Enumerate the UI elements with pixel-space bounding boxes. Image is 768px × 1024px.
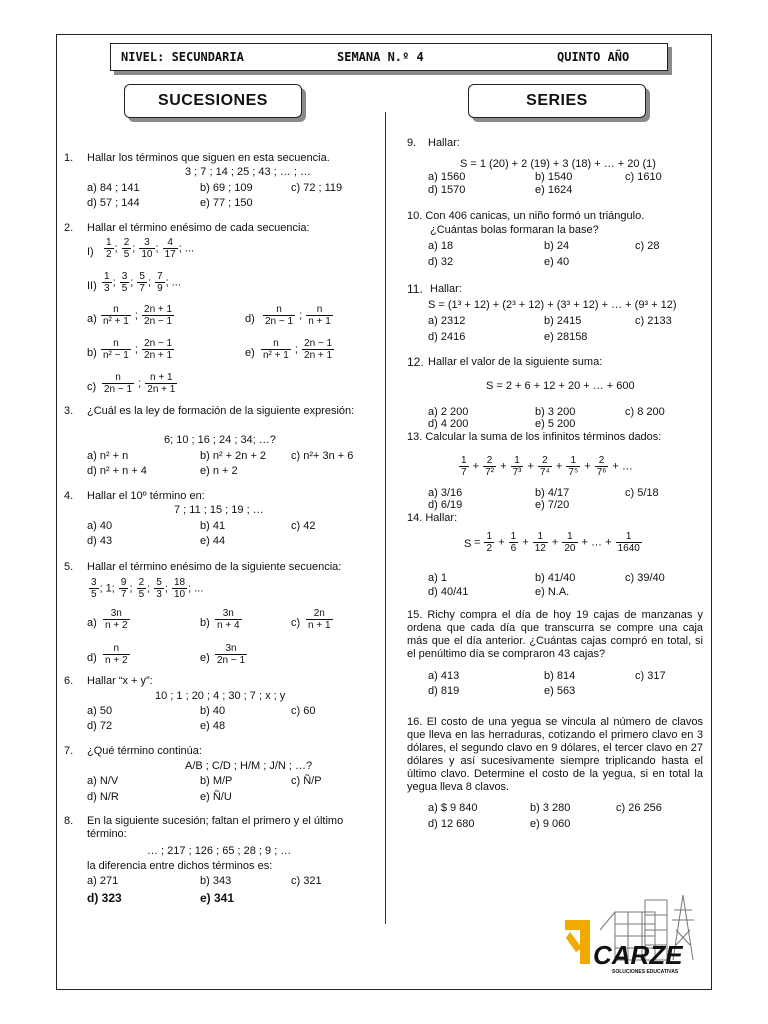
q8-option-c: c) 321 [291, 875, 322, 887]
q1-sequence: 3 ; 7 ; 14 ; 25 ; 43 ; … ; … [185, 166, 311, 178]
q6-option-e: e) 48 [200, 720, 226, 732]
q8-option-b: b) 343 [200, 875, 232, 887]
q10-text-2: ¿Cuántas bolas formaran la base? [430, 224, 599, 236]
q11-option-e: e) 28158 [544, 331, 588, 343]
q15-option-d: d) 819 [428, 685, 460, 697]
q7-sequence: A/B ; C/D ; H/M ; J/N ; …? [185, 760, 313, 772]
q8-option-a: a) 271 [87, 875, 119, 887]
q14-s-symbol: S [464, 538, 472, 550]
q2-label-i: I) [87, 246, 94, 258]
q13-option-a: a) 3/16 [428, 487, 463, 499]
q13-text: 13. Calcular la suma de los infinitos términos dados: [407, 431, 662, 443]
q7-option-b: b) M/P [200, 775, 233, 787]
q9-number: 9. [407, 137, 417, 149]
q8-text: En la siguiente sucesión; faltan el primero y el último término: [87, 815, 344, 840]
q2-option-e-expr: $\frac{n}{\text{n² + 1}}$ ; $\frac{2n - 1}{2n + 1}$ [263, 338, 333, 361]
q3-option-e: e) n + 2 [200, 465, 238, 477]
q2-option-d-expr: $\frac{n}{2n - 1}$ ; $\frac{n}{n + 1}$ [265, 304, 331, 327]
q12-option-d: d) 4 200 [428, 418, 469, 430]
q12-expression: S = 2 + 6 + 12 + 20 + … + 600 [486, 380, 635, 392]
q3-number: 3. [64, 405, 74, 417]
q16-option-a: a) $ 9 840 [428, 802, 478, 814]
header-week: SEMANA N.º 4 [337, 50, 424, 64]
q4-number: 4. [64, 490, 74, 502]
q1-option-b: b) 69 ; 109 [200, 182, 253, 194]
q9-option-e: e) 1624 [535, 184, 573, 196]
q8-number: 8. [64, 815, 74, 827]
header-level: NIVEL: SECUNDARIA [121, 50, 244, 64]
q7-number: 7. [64, 745, 74, 757]
q8-text-2: la diferencia entre dichos términos es: [87, 860, 273, 872]
q16-option-d: d) 12 680 [428, 818, 475, 830]
q2-option-d: d) [245, 313, 255, 325]
logo-tagline: SOLUCIONES EDUCATIVAS [612, 969, 679, 975]
q3-option-b: b) n² + 2n + 2 [200, 450, 267, 462]
q13-option-b: b) 4/17 [535, 487, 570, 499]
q5-option-b: b) [200, 617, 210, 629]
q6-option-b: b) 40 [200, 705, 226, 717]
q8-option-e: e) 341 [200, 891, 235, 905]
q11-option-d: d) 2416 [428, 331, 466, 343]
q11-expression: S = (1³ + 12) + (2³ + 12) + (3³ + 12) + … + (9³ + 12) [428, 299, 677, 311]
q2-option-e: e) [245, 347, 255, 359]
q4-sequence: 7 ; 11 ; 15 ; 19 ; … [174, 504, 264, 516]
q7-option-a: a) N/V [87, 775, 119, 787]
q11-option-a: a) 2312 [428, 315, 466, 327]
q14-expression: = $\frac{1}{2}$ + $\frac{1}{6}$ + $\frac{1}{12}$ + $\frac{1}{20}$ + … + $\frac{1}{1640}$ [474, 531, 640, 554]
q14-option-a: a) 1 [428, 572, 447, 584]
q5-option-b-expr: $\frac{3n}{n + 4}$ [217, 608, 240, 631]
q12-option-e: e) 5 200 [535, 418, 576, 430]
q4-option-b: b) 41 [200, 520, 226, 532]
q12-text: Hallar el valor de la siguiente suma: [428, 356, 603, 368]
q12-option-c: c) 8 200 [625, 406, 665, 418]
q1-option-e: e) 77 ; 150 [200, 197, 253, 209]
q7-option-e: e) Ñ/U [200, 791, 232, 803]
q5-option-e-expr: $\frac{3n}{2n - 1}$ [217, 643, 246, 666]
q11-number: 11. [407, 282, 423, 296]
q9-text: Hallar: [428, 137, 460, 149]
q5-number: 5. [64, 561, 74, 573]
q8-option-d: d) 323 [87, 891, 122, 905]
q2-option-c-expr: $\frac{n}{2n - 1}$ ; $\frac{n + 1}{2n + 1}$ [104, 372, 176, 395]
q2-label-ii: II) [87, 280, 97, 292]
q10-text: 10. Con 406 canicas, un niño formó un triángulo. [407, 210, 645, 222]
q12-option-b: b) 3 200 [535, 406, 576, 418]
q16-option-e: e) 9 060 [530, 818, 571, 830]
q3-option-a: a) n² + n [87, 450, 129, 462]
q12-number: 12. [407, 355, 424, 369]
q13-option-c: c) 5/18 [625, 487, 659, 499]
q1-option-d: d) 57 ; 144 [87, 197, 140, 209]
q2-seq-ii: $\frac{1}{3}$ ; $\frac{3}{5}$ ; $\frac{5}{7}$ ; $\frac{7}{9}$ ; ... [104, 271, 181, 294]
q7-text: ¿Qué término continúa: [87, 745, 202, 757]
q15-option-b: b) 814 [544, 670, 576, 682]
q4-option-e: e) 44 [200, 535, 226, 547]
q6-sequence: 10 ; 1 ; 20 ; 4 ; 30 ; 7 ; x ; y [155, 690, 286, 702]
q1-option-a: a) 84 ; 141 [87, 182, 140, 194]
q10-option-b: b) 24 [544, 240, 570, 252]
q5-option-c-expr: $\frac{2n}{n + 1}$ [308, 608, 331, 631]
q4-option-d: d) 43 [87, 535, 113, 547]
q3-option-d: d) n² + n + 4 [87, 465, 147, 477]
q5-option-e: e) [200, 652, 210, 664]
q5-option-a: a) [87, 617, 97, 629]
q8-sequence: … ; 217 ; 126 ; 65 ; 28 ; 9 ; … [147, 845, 292, 857]
q14-text: 14. Hallar: [407, 512, 458, 524]
q1-option-c: c) 72 ; 119 [291, 182, 343, 194]
header-bar [110, 43, 668, 71]
q6-text: Hallar “x + y”: [87, 675, 153, 687]
q15-option-c: c) 317 [635, 670, 666, 682]
q5-sequence: $\frac{3}{5}$ ; 1; $\frac{9}{7}$ ; $\frac{2}{5}$ ; $\frac{5}{3}$ ; $\frac{18}{10}$ ; ... [91, 577, 204, 600]
q3-option-c: c) n²+ 3n + 6 [291, 450, 354, 462]
q10-option-c: c) 28 [635, 240, 660, 252]
q6-option-a: a) 50 [87, 705, 113, 717]
q9-expression: S = 1 (20) + 2 (19) + 3 (18) + … + 20 (1) [460, 158, 656, 170]
q9-option-b: b) 1540 [535, 171, 573, 183]
q4-option-c: c) 42 [291, 520, 316, 532]
q14-option-e: e) N.A. [535, 586, 570, 598]
q2-text: Hallar el término enésimo de cada secuencia: [87, 222, 310, 234]
title-series: SERIES [468, 84, 646, 118]
logo-name: CARZE [593, 940, 683, 970]
q2-number: 2. [64, 222, 74, 234]
q11-option-c: c) 2133 [635, 315, 672, 327]
q7-option-d: d) N/R [87, 791, 119, 803]
q2-option-b: b) [87, 347, 97, 359]
q9-option-d: d) 1570 [428, 184, 466, 196]
q5-option-d-expr: $\frac{n}{n + 2}$ [105, 643, 128, 666]
q7-option-c: c) Ñ/P [291, 775, 322, 787]
q15-text: 15. Richy compra el día de hoy 19 cajas de manzanas y ordena que cada día que transcurra se compre una caja más que el día anterior. ¿Cuántas cajas compró en total, si el penúltimo día se compraron 43 cajas? [407, 609, 703, 660]
q12-option-a: a) 2 200 [428, 406, 469, 418]
q4-option-a: a) 40 [87, 520, 113, 532]
q15-option-e: e) 563 [544, 685, 576, 697]
q16-text: 16. El costo de una yegua se vincula al número de clavos que lleva en las herraduras, cotizando el primero clavo en 3 dólares, el segundo clavo en 9 dólares, el tercer clavo en 27 dólares y así sucesivamente siempre triplicando hasta el último clavo. Determine el costo de la yegua, si en total la yegua lleva 8 clavos. [407, 716, 703, 793]
q11-text: Hallar: [430, 283, 462, 295]
q2-seq-i: $\frac{1}{2}$ ; $\frac{2}{5}$ ; $\frac{3}{10}$ ; $\frac{4}{17}$ ; ... [106, 237, 195, 260]
q4-text: Hallar el 10º término en: [87, 490, 205, 502]
q3-text: ¿Cuál es la ley de formación de la siguiente expresión: [87, 405, 355, 417]
q1-text: Hallar los términos que siguen en esta secuencia. [87, 152, 330, 164]
q1-number: 1. [64, 152, 74, 164]
carze-logo-graphic [560, 890, 710, 980]
q3-sequence: 6; 10 ; 16 ; 24 ; 34; …? [164, 434, 276, 446]
q14-option-d: d) 40/41 [428, 586, 469, 598]
q10-option-d: d) 32 [428, 256, 454, 268]
q2-option-c: c) [87, 381, 97, 393]
q16-option-b: b) 3 280 [530, 802, 571, 814]
q2-option-b-expr: $\frac{n}{\text{n² − 1}}$ ; $\frac{2n - 1}{2n + 1}$ [103, 338, 173, 361]
q6-number: 6. [64, 675, 74, 687]
q5-text: Hallar el término enésimo de la siguiente secuencia: [87, 561, 342, 573]
q15-option-a: a) 413 [428, 670, 460, 682]
column-divider [385, 112, 386, 924]
q5-option-c: c) [291, 617, 301, 629]
q5-option-a-expr: $\frac{3n}{n + 2}$ [105, 608, 128, 631]
carze-logo [560, 890, 710, 980]
q13-option-e: e) 7/20 [535, 499, 570, 511]
q13-option-d: d) 6/19 [428, 499, 463, 511]
q2-option-a-expr: $\frac{n}{\text{n² + 1}}$ ; $\frac{2n + 1}{2n - 1}$ [103, 304, 173, 327]
q14-option-b: b) 41/40 [535, 572, 576, 584]
q2-option-a: a) [87, 313, 97, 325]
title-sucesiones: SUCESIONES [124, 84, 302, 118]
q10-option-e: e) 40 [544, 256, 570, 268]
q10-option-a: a) 18 [428, 240, 454, 252]
q13-expression: $\frac{1}{7}$ + $\frac{2}{\text{7²}}$ + $\frac{1}{\text{7³}}$ + $\frac{2}{\text{7⁴}}$ + $\frac{1}{\text{7⁵}}$ + $\frac{2}{\text{7⁶}}$ + … [461, 455, 633, 478]
q6-option-d: d) 72 [87, 720, 113, 732]
q11-option-b: b) 2415 [544, 315, 582, 327]
q9-option-a: a) 1560 [428, 171, 466, 183]
q5-option-d: d) [87, 652, 97, 664]
header-grade: QUINTO AÑO [557, 50, 630, 64]
q9-option-c: c) 1610 [625, 171, 662, 183]
q14-option-c: c) 39/40 [625, 572, 665, 584]
q16-option-c: c) 26 256 [616, 802, 662, 814]
q6-option-c: c) 60 [291, 705, 316, 717]
